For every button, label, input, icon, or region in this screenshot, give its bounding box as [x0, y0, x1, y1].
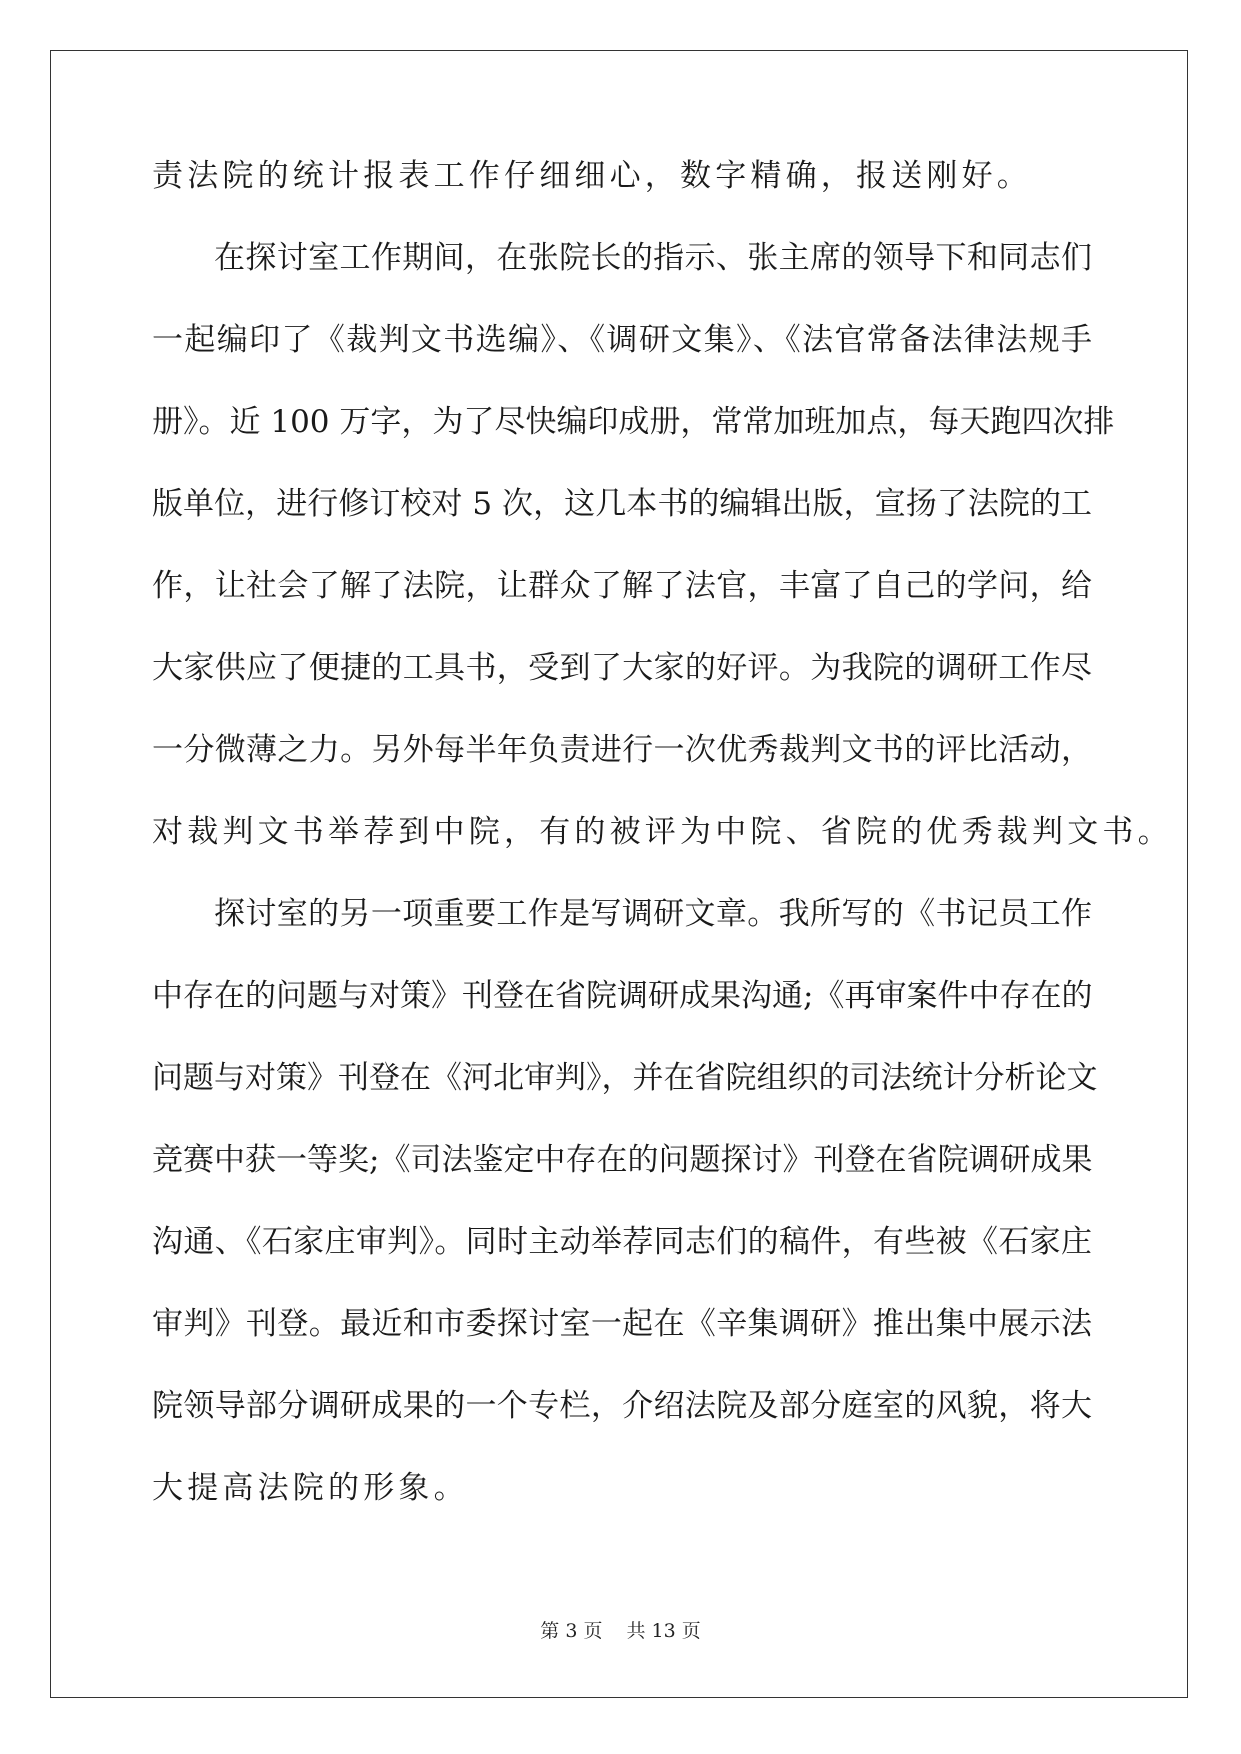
text-line: 中存在的问题与对策》刊登在省院调研成果沟通;《再审案件中存在的: [152, 978, 1093, 1014]
text-line: 竞赛中获一等奖;《司法鉴定中存在的问题探讨》刊登在省院调研成果: [152, 1142, 1093, 1178]
text-line: 一分微薄之力。另外每半年负责进行一次优秀裁判文书的评比活动，: [152, 732, 1092, 768]
text-line: 作，让社会了解了法院，让群众了解了法官，丰富了自己的学问，给: [152, 568, 1092, 604]
text-line: 一起编印了《裁判文书选编》、《调研文集》、《法官常备法律法规手: [152, 322, 1092, 358]
text-line: 责法院的统计报表工作仔细细心，数字精确，报送刚好。: [152, 158, 1032, 194]
text-line: 版单位，进行修订校对 5 次，这几本书的编辑出版，宣扬了法院的工: [152, 486, 1092, 522]
page-total: 共 13 页: [626, 1620, 701, 1642]
document-body: [152, 154, 1173, 1548]
text-line: 对裁判文书举荐到中院，有的被评为中院、省院的优秀裁判文书。: [152, 814, 1173, 850]
text-line: 院领导部分调研成果的一个专栏，介绍法院及部分庭室的风貌，将大: [152, 1388, 1092, 1424]
paragraph-start-line: 探讨室的另一项重要工作是写调研文章。我所写的《书记员工作: [214, 896, 1092, 932]
text-line: 大家供应了便捷的工具书，受到了大家的好评。为我院的调研工作尽: [152, 650, 1092, 686]
text-line: 问题与对策》刊登在《河北审判》，并在省院组织的司法统计分析论文: [152, 1060, 1098, 1096]
page-footer: [0, 1616, 1241, 1643]
text-line: 审判》刊登。最近和市委探讨室一起在《辛集调研》推出集中展示法: [152, 1306, 1092, 1342]
paragraph-start-line: 在探讨室工作期间，在张院长的指示、张主席的领导下和同志们: [214, 240, 1092, 276]
text-line: 册》。近 100 万字，为了尽快编印成册，常常加班加点，每天跑四次排: [152, 404, 1115, 440]
text-line: 大提高法院的形象。: [152, 1470, 469, 1506]
text-line: 沟通、《石家庄审判》。同时主动举荐同志们的稿件，有些被《石家庄: [152, 1224, 1092, 1260]
page-number: 第 3 页: [540, 1620, 603, 1642]
